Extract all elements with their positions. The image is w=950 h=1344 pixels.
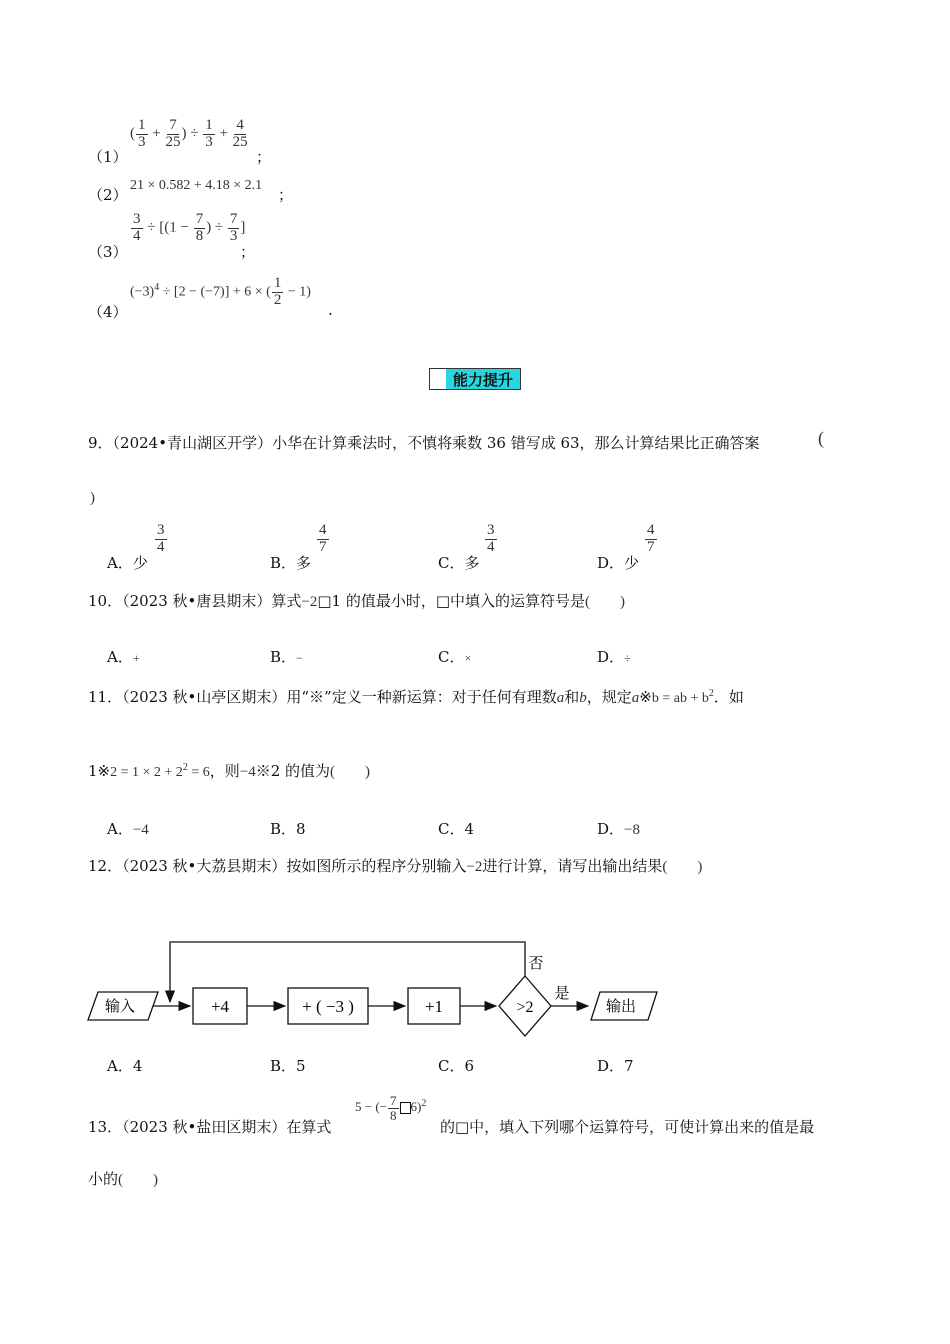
- q11-text-line2: 1※2 = $1 \times 2 + 2^2 = 6$，则−4※2 的值为( ): [88, 762, 371, 780]
- problem-1-expression: ( $\frac{1}{3}$ + $\frac{7}{25}$ ) ÷ $\frac{1}{3}$ + $\frac{4}{25}$: [130, 117, 248, 150]
- q11-choice-a[interactable]: A．−4: [107, 820, 149, 838]
- q11-choice-c[interactable]: C．4: [438, 820, 475, 838]
- q9-choice-c-frac: $\frac{3}{4}$: [487, 522, 495, 555]
- q13-text-b: 的□中，填入下列哪个运算符号，可使计算出来的值是最: [440, 1118, 815, 1136]
- q9-choice-d-frac: $\frac{4}{7}$: [647, 522, 655, 555]
- flow-yes-label: 是: [554, 986, 570, 1002]
- problem-3-end: ；: [240, 243, 256, 261]
- q12-choice-c[interactable]: C．6: [438, 1057, 475, 1075]
- flow-step1-label: +4: [210, 997, 230, 1016]
- flow-step2-label: + ( −3 ): [302, 997, 354, 1016]
- q9-choice-b-frac: $\frac{4}{7}$: [319, 522, 327, 555]
- flow-step3-label: +1: [424, 997, 444, 1016]
- flow-condition-label: >2: [516, 999, 534, 1016]
- q13-text-a: 13．（2023 秋•盐田区期末）在算式: [88, 1118, 332, 1136]
- q12-flowchart: [0, 930, 950, 1040]
- section-title-box: [429, 368, 521, 390]
- problem-2-end: ；: [278, 186, 294, 204]
- flow-input-label: 输入: [104, 999, 136, 1015]
- q11-text-line1: 11．（2023 秋•山亭区期末）用“※”定义一种新运算：对于任何有理数a和b，规定a※b = ab + $b^2$．如: [88, 688, 744, 706]
- q12-choice-d[interactable]: D．7: [597, 1057, 634, 1075]
- section-title: 能力提升: [446, 369, 520, 389]
- q9-choice-b[interactable]: B．多: [270, 554, 312, 572]
- q11-choice-b[interactable]: B．8: [270, 820, 306, 838]
- q9-paren-close: ): [90, 490, 95, 506]
- problem-1-end: ；: [256, 148, 272, 166]
- q11-choice-d[interactable]: D．−8: [597, 820, 640, 838]
- q12-choice-a[interactable]: A．4: [107, 1057, 143, 1075]
- q10-choice-b[interactable]: B．−: [270, 648, 303, 666]
- q13-expression: 5 − (− $\frac{7}{8}$ 6)$^2$: [355, 1093, 427, 1123]
- problem-3-expression: $\frac{3}{4}$ ÷ [(1 − $\frac{7}{8}$ ) ÷ $\frac{7}{3}$ ]: [133, 211, 246, 244]
- flow-output-label: 输出: [605, 999, 637, 1015]
- q9-choice-c[interactable]: C．多: [438, 554, 480, 572]
- q10-choice-a[interactable]: A．+: [107, 648, 140, 666]
- flow-no-label: 否: [528, 956, 544, 972]
- q9-choice-d[interactable]: D．少: [597, 554, 640, 572]
- q12-choice-b[interactable]: B．5: [270, 1057, 306, 1075]
- q9-text: 9．（2024•青山湖区开学）小华在计算乘法时，不慎将乘数 36 错写成 63，那么计算结果比正确答案: [88, 434, 760, 452]
- problem-1-label: （1）: [88, 148, 128, 166]
- q10-choice-c[interactable]: C．×: [438, 648, 472, 666]
- problem-4-end: .: [328, 301, 333, 319]
- problem-2-expression: 21 × 0.582 + 4.18 × 2.1: [130, 178, 263, 193]
- q13-text-c: 小的( ): [88, 1170, 159, 1188]
- problem-2-label: （2）: [88, 186, 128, 204]
- problem-4-label: （4）: [88, 303, 128, 321]
- problem-1: [88, 146, 128, 167]
- q9-choice-a[interactable]: A．少: [107, 554, 148, 572]
- problem-3-label: （3）: [88, 243, 128, 261]
- q12-text: 12．（2023 秋•大荔县期末）按如图所示的程序分别输入−2进行计算，请写出输出结果( ): [88, 857, 703, 875]
- problem-4-expression: $(-3)^4 \div [2 - (-7)] + 6$ × ( $\frac{1}{2}$ − 1): [130, 275, 311, 308]
- q10-choice-d[interactable]: D．÷: [597, 648, 631, 666]
- q9-paren-open: (: [818, 428, 824, 448]
- q10-text: 10．（2023 秋•唐县期末）算式−2□1 的值最小时，□中填入的运算符号是( ): [88, 592, 626, 610]
- flow-loop-arrow: [170, 942, 525, 1002]
- q9-choice-a-frac: $\frac{3}{4}$: [157, 522, 165, 555]
